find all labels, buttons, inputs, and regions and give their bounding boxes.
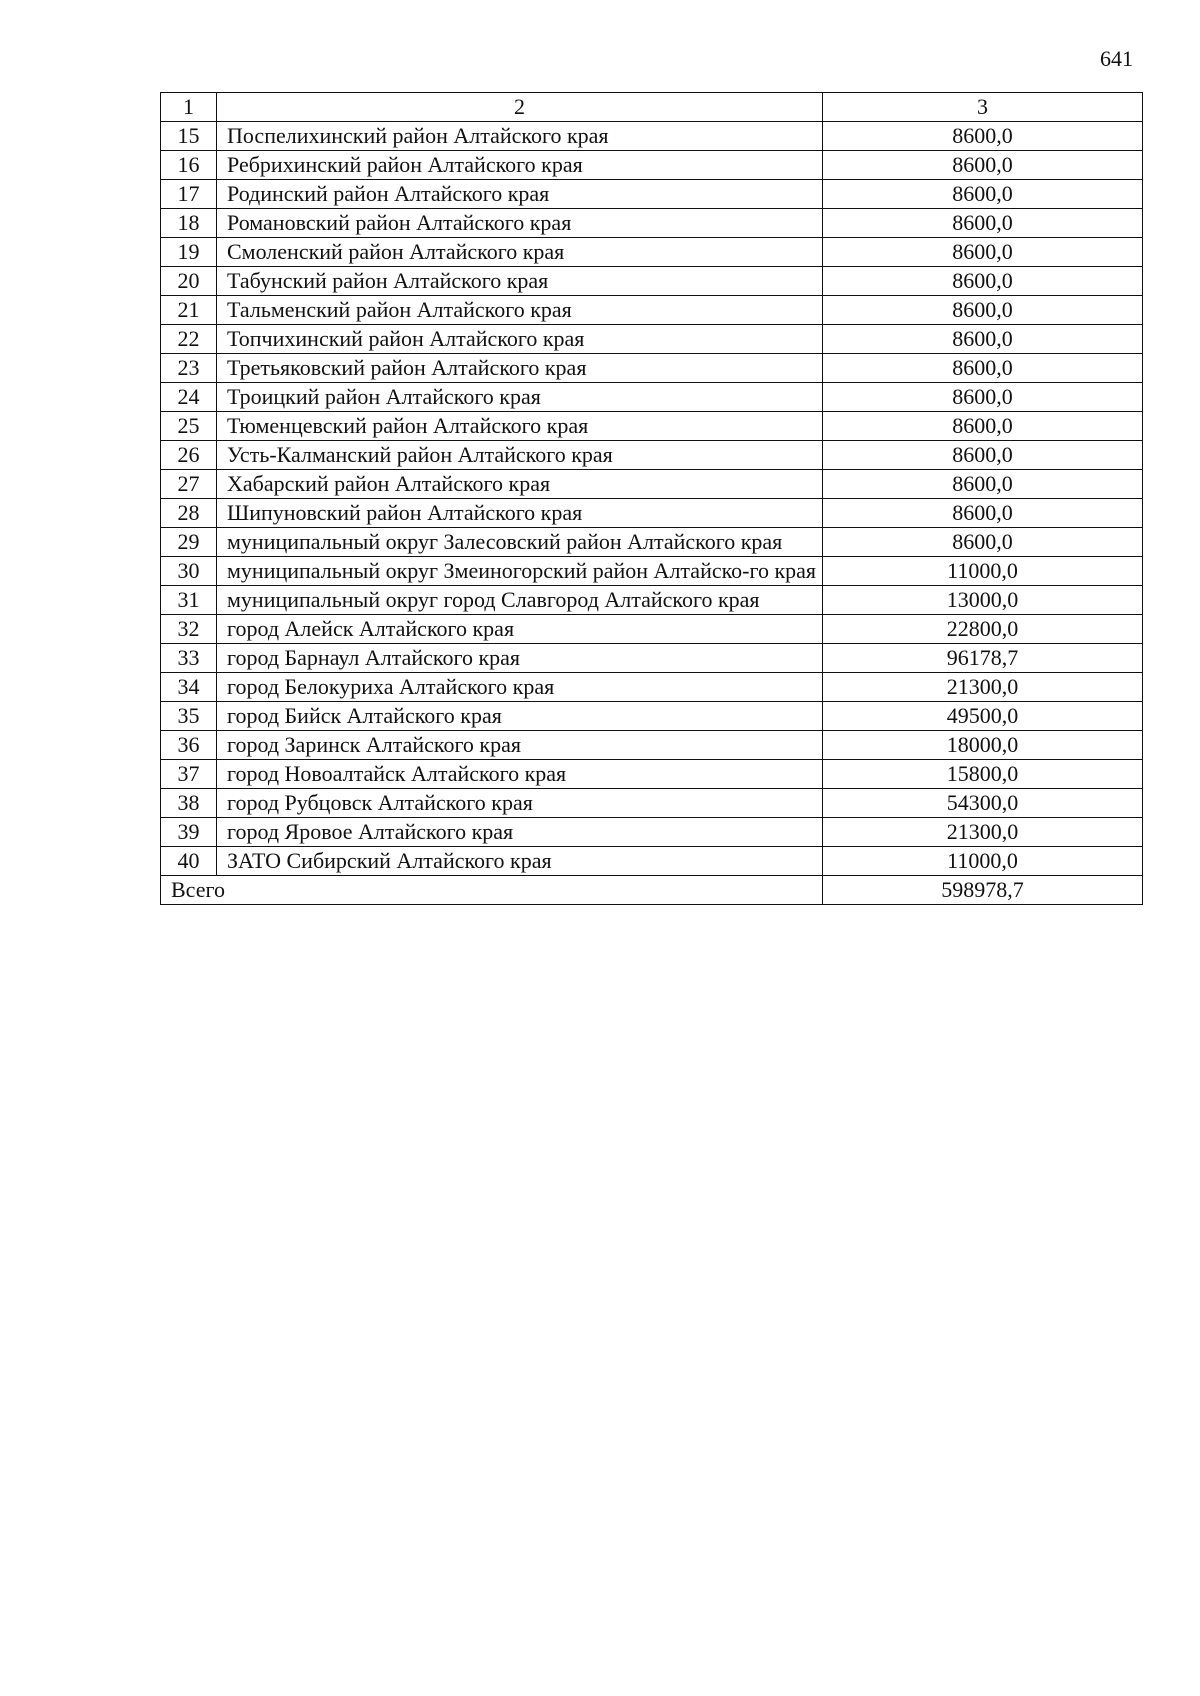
row-value: 8600,0	[823, 296, 1143, 325]
row-name: Тальменский район Алтайского края	[217, 296, 823, 325]
row-value: 11000,0	[823, 847, 1143, 876]
table-row	[161, 557, 1143, 586]
row-name: Шипуновский район Алтайского края	[217, 499, 823, 528]
row-number: 18	[161, 209, 217, 238]
table-row	[161, 586, 1143, 615]
page-number: 641	[1100, 46, 1133, 71]
row-number: 31	[161, 586, 217, 615]
row-number: 21	[161, 296, 217, 325]
row-value: 8600,0	[823, 383, 1143, 412]
row-number: 40	[161, 847, 217, 876]
table-row	[161, 122, 1143, 151]
row-value: 8600,0	[823, 238, 1143, 267]
row-number: 32	[161, 615, 217, 644]
row-name: муниципальный округ Залесовский район Алтайского края	[217, 528, 823, 557]
row-value: 96178,7	[823, 644, 1143, 673]
row-number: 38	[161, 789, 217, 818]
row-name: Тюменцевский район Алтайского края	[217, 412, 823, 441]
row-value: 8600,0	[823, 441, 1143, 470]
row-value: 49500,0	[823, 702, 1143, 731]
table-row	[161, 789, 1143, 818]
table-row	[161, 528, 1143, 557]
row-name: Третьяковский район Алтайского края	[217, 354, 823, 383]
row-value: 8600,0	[823, 122, 1143, 151]
row-value: 11000,0	[823, 557, 1143, 586]
row-name: город Рубцовск Алтайского края	[217, 789, 823, 818]
row-number: 17	[161, 180, 217, 209]
row-value: 8600,0	[823, 412, 1143, 441]
row-name: город Заринск Алтайского края	[217, 731, 823, 760]
row-value: 13000,0	[823, 586, 1143, 615]
row-number: 30	[161, 557, 217, 586]
table-row	[161, 238, 1143, 267]
row-value: 21300,0	[823, 818, 1143, 847]
allocation-table	[160, 92, 1143, 905]
row-name: город Новоалтайск Алтайского края	[217, 760, 823, 789]
row-value: 8600,0	[823, 325, 1143, 354]
table-row	[161, 325, 1143, 354]
row-name: Табунский район Алтайского края	[217, 267, 823, 296]
row-name: Поспелихинский район Алтайского края	[217, 122, 823, 151]
row-number: 37	[161, 760, 217, 789]
header-cell-col2: 2	[217, 93, 823, 122]
row-name: муниципальный округ Змеиногорский район Алтайско-го края	[217, 557, 823, 586]
row-name: город Яровое Алтайского края	[217, 818, 823, 847]
row-name: Родинский район Алтайского края	[217, 180, 823, 209]
row-value: 8600,0	[823, 180, 1143, 209]
total-label: Всего	[161, 876, 823, 905]
table-row	[161, 151, 1143, 180]
row-value: 8600,0	[823, 267, 1143, 296]
table-row	[161, 267, 1143, 296]
row-value: 54300,0	[823, 789, 1143, 818]
row-number: 16	[161, 151, 217, 180]
table-row	[161, 470, 1143, 499]
row-name: город Бийск Алтайского края	[217, 702, 823, 731]
table-row	[161, 644, 1143, 673]
row-number: 28	[161, 499, 217, 528]
row-value: 8600,0	[823, 354, 1143, 383]
row-number: 35	[161, 702, 217, 731]
row-number: 20	[161, 267, 217, 296]
row-name: город Белокуриха Алтайского края	[217, 673, 823, 702]
row-name: Топчихинский район Алтайского края	[217, 325, 823, 354]
row-value: 8600,0	[823, 151, 1143, 180]
row-number: 36	[161, 731, 217, 760]
row-value: 18000,0	[823, 731, 1143, 760]
table-row	[161, 499, 1143, 528]
table-row	[161, 760, 1143, 789]
row-number: 27	[161, 470, 217, 499]
row-number: 25	[161, 412, 217, 441]
row-name: город Алейск Алтайского края	[217, 615, 823, 644]
row-name: Смоленский район Алтайского края	[217, 238, 823, 267]
table-row	[161, 818, 1143, 847]
table-row	[161, 354, 1143, 383]
row-value: 22800,0	[823, 615, 1143, 644]
table-row	[161, 441, 1143, 470]
table-row	[161, 180, 1143, 209]
table-row	[161, 615, 1143, 644]
table-row	[161, 673, 1143, 702]
table-row	[161, 209, 1143, 238]
row-value: 8600,0	[823, 209, 1143, 238]
row-value: 8600,0	[823, 470, 1143, 499]
header-cell-col1: 1	[161, 93, 217, 122]
row-name: ЗАТО Сибирский Алтайского края	[217, 847, 823, 876]
row-value: 21300,0	[823, 673, 1143, 702]
row-number: 15	[161, 122, 217, 151]
row-number: 29	[161, 528, 217, 557]
row-number: 26	[161, 441, 217, 470]
table-row	[161, 412, 1143, 441]
row-name: Усть-Калманский район Алтайского края	[217, 441, 823, 470]
row-name: Троицкий район Алтайского края	[217, 383, 823, 412]
row-name: город Барнаул Алтайского края	[217, 644, 823, 673]
table-row	[161, 702, 1143, 731]
row-value: 8600,0	[823, 528, 1143, 557]
row-number: 33	[161, 644, 217, 673]
row-value: 8600,0	[823, 499, 1143, 528]
table-total-row	[161, 876, 1143, 905]
table-row	[161, 383, 1143, 412]
row-value: 15800,0	[823, 760, 1143, 789]
table-row	[161, 296, 1143, 325]
row-number: 39	[161, 818, 217, 847]
row-name: Романовский район Алтайского края	[217, 209, 823, 238]
table-row	[161, 731, 1143, 760]
row-number: 34	[161, 673, 217, 702]
row-name: муниципальный округ город Славгород Алтайского края	[217, 586, 823, 615]
row-number: 23	[161, 354, 217, 383]
row-name: Хабарский район Алтайского края	[217, 470, 823, 499]
row-number: 19	[161, 238, 217, 267]
row-name: Ребрихинский район Алтайского края	[217, 151, 823, 180]
header-cell-col3: 3	[823, 93, 1143, 122]
table-row	[161, 847, 1143, 876]
row-number: 24	[161, 383, 217, 412]
row-number: 22	[161, 325, 217, 354]
table-header-row	[161, 93, 1143, 122]
total-value: 598978,7	[823, 876, 1143, 905]
